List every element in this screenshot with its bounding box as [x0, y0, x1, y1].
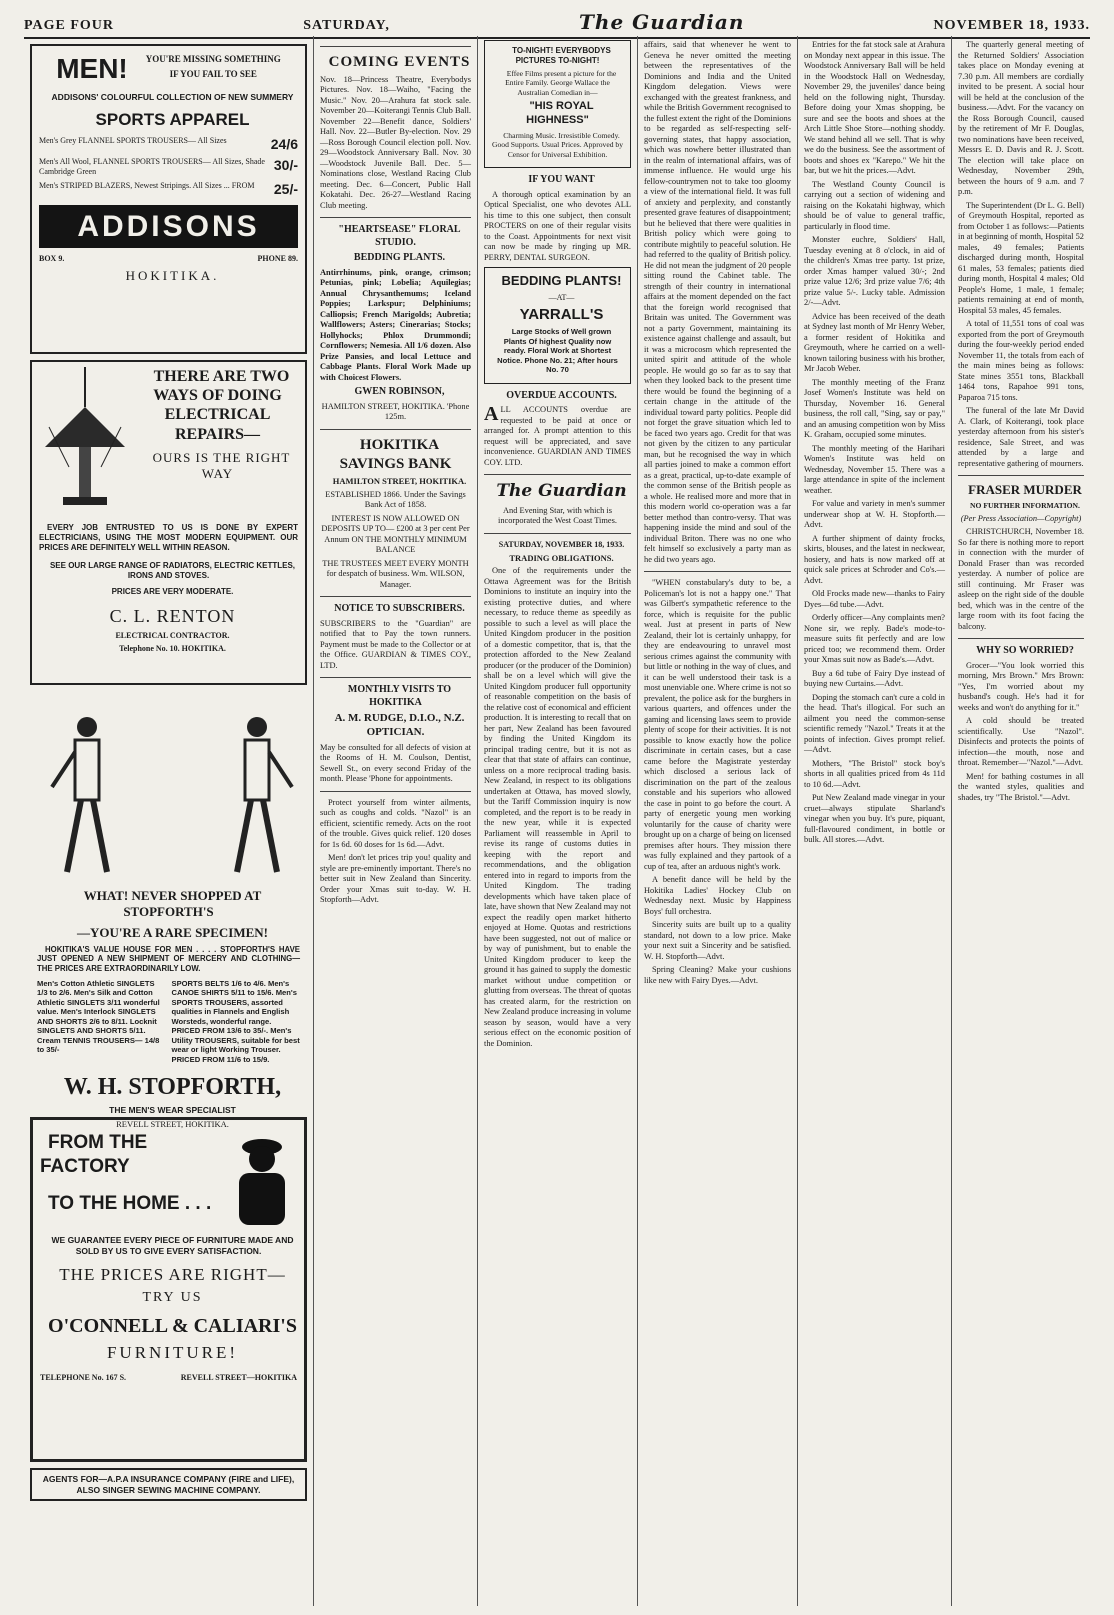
- leader-body: One of the requirements under the Ottawa Agreement was for the British Dominions to institute an inquiry into the existing protective duties, and where necessary, to reduce theme as speedily as possible to such a level as will place the United Kingdom producer in the position of a domestic competitor, that is, that the protection afforded to the New Zealand producer (or the producer of the Dominion) shall be on a level which will give the United Kingdom producer full opportunity of reasonable competition on the basis of the relative cost of economical and efficient production. It is interesting to recall that on her part, New Zealand has been favoured by finding the United Kingdom its principal trading centre, but it is not as clear that that state of affairs can continue, unless on a more reciprocal trading basis. New Zealand, in respect to its obligations undertaken at Ottawa, has moved slowly, but the Tariff Commission inquiry is now completed, and the report is to be ready in the new year, while it is expected Parliament will reassemble in April to revise its range of customs duties in keeping with the report and recommendations, and the obligation entered into in regard to imports from the United Kingdom. The trading developments which have taken place of late, have shown that New Zealand may not expect the readily open market hitherto enjoyed at Home. Quotas and restrictions have been suggested, not out of malice or by way of punishment, but to enable the United Kingdom producer to keep the ground it has gained to supply the domestic market without undue competition or glutting from overseas. The threat of quotas has created alarm, for the restriction on New Zealand produce increasing in volume season by season, would have a very serious effect on the economic position of the Dominion.: [484, 566, 631, 1048]
- leader-title: TRADING OBLIGATIONS.: [509, 552, 614, 563]
- stopforth-price-list: [37, 979, 300, 1064]
- worried-title: WHY SO WORRIED?: [976, 645, 1074, 657]
- stopforth-role: THE MEN'S WEAR SPECIALIST: [109, 1105, 236, 1116]
- oconnell-subheading: TO THE HOME . . .: [48, 1193, 212, 1215]
- yarralls-at: —AT—: [548, 292, 575, 302]
- rudge-title: MONTHLY VISITS TO HOKITIKA: [347, 684, 452, 708]
- yarralls-body: Large Stocks of Well grown Plants Of highest Quality now ready. Floral Work at Shortest Notice. Phone No. 21; After hours No. 70: [497, 327, 618, 375]
- coal-exports: A total of 11,551 tons of coal was exported from the port of Greymouth during the four-weekly period ended November 11, the totals from each of the main mines being as follows: State mines 3551 tons, Blackball 1464 tons, Rapahoe 991 tons, Paparoa 715 tons.: [958, 319, 1084, 402]
- column-news: [638, 36, 798, 1606]
- stopforth-subheading: —YOU'RE A RARE SPECIMEN!: [76, 924, 269, 940]
- renton-contact: Telephone No. 10. HOKITIKA.: [119, 643, 226, 653]
- renton-heading: THERE ARE TWO WAYS OF DOING ELECTRICAL REPAIRS—: [153, 368, 290, 443]
- oconnell-prices: THE PRICES ARE RIGHT—: [59, 1265, 286, 1285]
- local-news-1: Entries for the fat stock sale at Arahura on Monday next appear in this issue. The Woodstock Anniversary Ball will be held in the Woodstock Hall on Wednesday, November 29, the juveniles' dance being held on the following night, Thursday. Before doing your Xmas shopping, be sure and see the boots and shoes at the Arch Little Shoe Store—nothing shoddy. We stand behind all we sell. That is why we do the business. See the assortment of boots and shoes ex "Karepo." We hit the bar, but we hit the prices.—Advt.: [804, 40, 945, 175]
- addisons-item3: Men's STRIPED BLAZERS, Newest Stripings. All Sizes ... FROM: [39, 181, 255, 191]
- column-editorial: [478, 36, 638, 1606]
- franz-josef-institute: The monthly meeting of the Franz Josef Women's Institute was held on Thursday, November 16. General business, the roll call, "Sing, say or pay," and an amusing competition won by Miss K. Graham, occupied some minutes.: [804, 377, 945, 439]
- renton-range: SEE OUR LARGE RANGE OF RADIATORS, ELECTRIC KETTLES, IRONS AND STOVES.: [49, 561, 296, 580]
- renton-advert: [30, 360, 307, 685]
- savings-bank-est: ESTABLISHED 1866. Under the Savings Bank Act of 1858.: [325, 489, 466, 510]
- oconnell-heading: FROM THE FACTORY: [40, 1131, 148, 1177]
- addisons-phone: PHONE 89.: [257, 254, 298, 264]
- lamp-illustration: [39, 367, 131, 517]
- yarralls-title: BEDDING PLANTS!: [501, 273, 622, 289]
- guardian-sub: And Evening Star, with which is incorporated the West Coast Times.: [498, 505, 617, 526]
- savings-bank-interest: INTEREST IS NOW ALLOWED ON DEPOSITS UP TO— £200 at 3 per cent Per Annum ON THE MONTHLY MINIMUM BALANCE: [321, 513, 470, 555]
- men-figures: [37, 702, 307, 882]
- monster-euchre: Monster euchre, Soldiers' Hall, Tuesday evening at 8 o'clock, in aid of the children's Xmas tree party. 1st prize, order Xmas hamper valued 30/-; 2nd prize value 12/6; 3rd prize value 7/6; 4th prize value 5/-. Lucky table. Admission 2/-—Advt.: [804, 235, 945, 307]
- if-you-want-body: A thorough optical examination by an Optical Specialist, one who devotes ALL his time to this one subject, then consult PROCTERS on one of their regular visits to the Coast. Appointments for next visit can now be made by ringing up MR. PERRY, DENTAL SURGEON.: [484, 189, 631, 262]
- overdue-body: ALL ACCOUNTS overdue are requested to be paid at once or arranged for. A prompt attention to this request will be appreciated, and save inconvenience. GUARDIAN AND TIMES COY. LTD.: [484, 403, 631, 467]
- sincerity-suits: Sincerity suits are built up to a quality standard, not down to a low price. Make your next suit a Sincerity and be satisfied. W. H. Stopforth—Advt.: [644, 920, 791, 961]
- stopforth-list-right: SPORTS BELTS 1/6 to 4/6. Men's CANOE SHIRTS 5/11 to 15/6. Men's SPORTS TROUSERS, assorted qualities in Flannels and English Worsteds, wonderful range. PRICED FROM 13/6 to 35/-. Men's Utility TROUSERS, suitable for best wear or light Working Trouser. PRICED FROM 11/6 to 15/9.: [171, 978, 300, 1064]
- addisons-tag1: YOU'RE MISSING SOMETHING: [145, 54, 281, 65]
- fraser-murder-sub: NO FURTHER INFORMATION.: [970, 501, 1080, 511]
- guardian-name: The Guardian: [496, 481, 627, 502]
- overdue-title: OVERDUE ACCOUNTS.: [506, 389, 617, 401]
- savings-bank-title: HOKITIKA SAVINGS BANK: [339, 436, 452, 472]
- oconnell-street: REVELL STREET—HOKITIKA: [180, 1373, 297, 1383]
- stopforth-address: REVELL STREET, HOKITIKA.: [116, 1118, 229, 1129]
- gwen-address: HAMILTON STREET, HOKITIKA. 'Phone 125m.: [321, 401, 470, 422]
- pictures-advert: [484, 40, 631, 168]
- fraser-murder-credit: (Per Press Association—Copyright): [960, 513, 1082, 523]
- rudge-name: A. M. RUDGE, D.I.O., N.Z. OPTICIAN.: [334, 712, 465, 739]
- paper-title: The Guardian: [579, 10, 745, 34]
- subscribers-notice: SUBSCRIBERS to the "Guardian" are notified that to Pay the town runners. Payment must be made to the Collector or at the Office. GUARDIAN & TIMES COY., LTD.: [320, 618, 471, 670]
- renton-subheading: OURS IS THE RIGHT WAY: [152, 449, 291, 481]
- yarralls-advert: [484, 267, 631, 383]
- fraser-murder-title: FRASER MURDER: [968, 482, 1082, 497]
- oconnell-furniture: FURNITURE!: [106, 1343, 239, 1362]
- addisons-sub: SPORTS APPAREL: [95, 109, 250, 129]
- bades-advert: Orderly officer—Any complaints men? None sir, we reply. Bade's mode-to-measure suits fit perfectly and are low priced too; we recommend them. Order your Xmas suit now as Bade's.—Advt.: [804, 613, 945, 664]
- if-you-want-title: IF YOU WANT: [528, 174, 595, 186]
- police-article: "WHEN constabulary's duty to be, a Policeman's lot is not a happy one." That was Gilbert's sympathetic reference to the force, which is requisite for the public weal. Just at present in parts of New Zealand, their lot is certainly unhappy, for they are endeavouring to unravel most serious crimes against the community with but little or nothing in the way of clues, and it can be well understood their task is a most unenviable one. Where crime is not so prevalent, the police ask for the burghers in various quarters, and offences under the gaming and licensing laws seem to provide plenty of scope for their activities. It is not possible to know exactly how the police discriminate in certain cases, but a case came before the Magistrate yesterday which disclosed a serious lack of discrimination on the part of the zealous constable and his superiors who allowed the case in point to go before the court. A party of energetic young men working voluntarily for the cause of charity were brought up on a charge of being on licensed premises after hours. They mission there was fully explained and they partook of a cup of tea, after an arduous night's work.: [644, 578, 791, 871]
- pictures-body: Effee Films present a picture for the Entire Family. George Wallace the Australian Comedian in—: [505, 69, 617, 97]
- benefit-dance: A benefit dance will be held by the Hokitika Ladies' Hockey Club on Wednesday next. Music by Happiness Boys' full orchestra.: [644, 875, 791, 916]
- simon-speech: affairs, said that whenever he went to Geneva he never omitted the meeting between the representatives of the Dominions and India and the United Kingdom delegation. Views were exchanged with the greatest frankness, and while the British Government recognised to the fullest extent the right of the Dominions to be regarded as self-respecting self-governing states, that happy association, which was nowhere better illustrated than in the realm of international affairs, was of immense influence. He would urge his fellow-countrymen not to take too gloomy a view of the international field. It was full of anxiety and perplexity, and constantly presented grave features of disappointment; but he believed that there were qualities in British policy which were going to contribute mightily to peaceful solution. He had referred to the quality of British policy. He did not mean the judgment of 20 people sitting round the Cabinet table. The strength of their country in international affairs at the moment depended on the fact that the foreign world recognised that Britain was united. The Government was not a party Government, maintaining its existence against challenge and assault, but it was a microcosm which represented the united spirit and attitude of the whole people. He would go so far as to say that when they looked back to the present time there would be found the beginning of a certain change in the attitude of the individual toward party politics. People did not forget the grave situation which led to be faced two years ago. Credit for that was not given by the citizen to any particular man, but he recognised the way in which all parties joined to make a common effort as a great, practical, up-to-date example of the common sense of the British people as a whole. He realised more and more that in this modern world co-operation was a far better method than contro-versy. That was happening inside the mind and soul of the individual Briton. There was no one who felt himself so exclusively a party man as he did two years ago.: [644, 40, 791, 564]
- column-notices: [314, 36, 478, 1606]
- man-silhouette: [227, 1125, 297, 1225]
- weber-death: Advice has been received of the death at Sydney last month of Mr Henry Weber, a former resident of Hokitika and Greymouth, where he carried on a well-known tailoring business with his brother, Mr Jacob Weber.: [804, 311, 945, 373]
- worried-body: Grocer—"You look worried this morning, Mrs Brown." Mrs Brown: "Yes, I'm worried about my husband's cough. He's had it for weeks and won't do anything for it.": [958, 660, 1084, 712]
- gwen-robinson: GWEN ROBINSON,: [354, 386, 445, 398]
- film-body: Charming Music. Irresistible Comedy. Good Supports. Usual Prices. Approved by Censor for Universal Exhibition.: [492, 130, 623, 159]
- heartsease-title: "HEARTSEASE" FLORAL STUDIO.: [338, 224, 461, 248]
- nazol-cold-advert: A cold should be treated scientifically. Use "Nazol". Disinfects and protects the points of infection—the mouth, nose and throat. Remember—"Nazol."—Advt.: [958, 716, 1084, 768]
- addisons-advert: [30, 44, 307, 354]
- addisons-tag2: IF YOU FAIL TO SEE: [169, 68, 257, 79]
- addisons-price2: 30/-: [273, 157, 298, 174]
- addisons-item2: Men's All Wool, FLANNEL SPORTS TROUSERS— All Sizes, Shade Cambridge Green: [39, 157, 265, 177]
- rudge-body: May be consulted for all defects of vision at the Rooms of H. M. Coulson, Dentist, Sewell St., on every second Friday of the month. Please 'Phone for appointments.: [320, 742, 471, 784]
- oconnell-telephone: TELEPHONE No. 167 S.: [40, 1373, 127, 1383]
- film-title: "HIS ROYAL HIGHNESS": [526, 100, 594, 127]
- stopforth-advert: [30, 691, 307, 1129]
- fairy-dyes-advert: Old Frocks made new—thanks to Fairy Dyes—6d tube.—Advt.: [804, 589, 945, 609]
- rsa-meeting: The quarterly general meeting of the Returned Soldiers' Association takes place on Monday evening at 7.30 p.m. All members are cordially invited to be present. A social hour will be held at the conclusion of the business.—Advt. For the vacancy on the Ross Borough Council, caused by the retirement of Mr F. Douglas, two nominations have been received, Messrs E. D. Davis and R. J. Scott. The election will take place on Wednesday, November 29th, between the hours of 9 a.m. and 7 p.m.: [958, 40, 1084, 196]
- agents-notice: AGENTS FOR—A.P.A INSURANCE COMPANY (FIRE and LIFE), ALSO SINGER SEWING MACHINE COMPANY.: [30, 1468, 307, 1501]
- savings-bank-trustees: THE TRUSTEES MEET EVERY MONTH for despatch of business. Wm. WILSON, Manager.: [322, 558, 469, 589]
- coming-events-title: COMING EVENTS: [328, 54, 471, 70]
- schroder-advert: A further shipment of dainty frocks, skirts, blouses, and the latest in neckwear, hosiery, and hats is now marked off at quick sale prices at Schroder and Co's.—Advt.: [804, 533, 945, 585]
- coming-events-list: Nov. 18—Princess Theatre, Everybodys Pictures. Nov. 18—Waiho, "Facing the Music." Nov. 20—Arahura fat stock sale. November 20—Koiterangi Tennis Club Ball. November 22—Benefit dance, Soldiers' Hall. Nov. 22—Butler By-election. Nov. 29—Ross Borough Council election poll. Nov. 29—Woodstock Anniversary Ball. Nov. 30—Woodstock Juvenile Ball. Dec. 5—Nominations close, Westland Racing Club meeting. Dec. 6—Concert, Public Hall Kokatahi. Dec. 26-27—Westland Racing Club meeting.: [320, 74, 471, 210]
- newspaper-page: [24, 36, 1090, 1606]
- subscribers-title: NOTICE TO SUBSCRIBERS.: [334, 603, 465, 615]
- column-local-news: [798, 36, 952, 1606]
- addisons-price3: 25/-: [273, 181, 298, 198]
- savings-bank-address: HAMILTON STREET, HOKITIKA.: [332, 476, 467, 487]
- addisons-price1: 24/6: [270, 135, 298, 152]
- vinegar-advert: Put New Zealand made vinegar in your cruet—always stipulate Sharland's vinegar when you buy. It's pure, piquant, full-flavoured condiment, in bottle or bulk. All stores.—Advt.: [804, 793, 945, 844]
- masthead: [24, 8, 1090, 39]
- addisons-town: HOKITIKA.: [125, 268, 220, 284]
- masthead-day: SATURDAY,: [303, 18, 390, 33]
- addisons-box: BOX 9.: [39, 254, 65, 264]
- heartsease-plants: Antirrhinums, pink, orange, crimson; Petunias, pink; Lobelia; Aquilegias; Annual Chrysanthemums; Iceland Poppies; Larkspur; Delphiniums; Calliopsis; French Marigolds; Aubretia; Wallflowers; Asters; Cinerarias; Stocks; Hollyhocks; Phlox Drummondi; Cornflowers; Nemesia. All 1/6 dozen. Also Prize Pansies, and local Lettuce and Cabbage Plants. Floral Work Made up with Choicest Flowers.: [320, 267, 471, 382]
- nazol-advert: Protect yourself from winter ailments, such as coughs and colds. "Nazol" is an efficient, scientific remedy. Acts on the root of the trouble. Gives quick relief. 120 doses for 1s 6d. 60 doses for 1s 6d.—Advt.: [320, 797, 471, 849]
- stopforth-list-left: Men's Cotton Athletic SINGLETS 1/3 to 2/6. Men's Silk and Cotton Athletic SINGLETS 3/11 wonderful value. Men's Interlock SINGLETS AND SHORTS 2/6 to 8/11. Locknit SINGLETS AND SHORTS 5/11. Cream TENNIS TROUSERS— 14/8 to 35/-: [37, 978, 160, 1055]
- pictures-tonight: TO-NIGHT! EVERYBODYS PICTURES TO-NIGHT!: [512, 46, 611, 65]
- addisons-title: MEN!: [56, 53, 128, 84]
- men-illustration: [37, 702, 300, 882]
- page-number: PAGE FOUR: [24, 18, 115, 33]
- masthead-date: NOVEMBER 18, 1933.: [933, 18, 1090, 33]
- spring-cleaning: Spring Cleaning? Make your cushions like new with Fairy Dyes.—Advt.: [644, 965, 791, 985]
- renton-role: ELECTRICAL CONTRACTOR.: [115, 630, 230, 640]
- sincerity-advert: Men! don't let prices trip you! quality and style are pre-eminently important. There's no better suit in New Zealand than Sincerity. Order your Xmas suit to-day. W. H. Stopforth—Advt.: [320, 853, 471, 905]
- fraser-murder-body: CHRISTCHURCH, November 18. So far there is nothing more to report in connection with the murder of Donald Fraser than was recorded yesterday. A number of police are still continuing. Mr Fraser was asleep on the right side of the double bed, which was in the centre of the large room with its foot facing the balcony.: [958, 527, 1084, 631]
- addisons-tag3: ADDISONS' COLOURFUL COLLECTION OF NEW SUMMERY: [51, 92, 294, 102]
- harihari-institute: The monthly meeting of the Harihari Women's Institute was held on Wednesday, November 15. There was a large attendance in spite of the inclement weather.: [804, 443, 945, 495]
- oconnell-try: TRY US: [142, 1289, 203, 1305]
- oconnell-advert: [30, 1117, 307, 1462]
- renton-body: EVERY JOB ENTRUSTED TO US IS DONE BY EXPERT ELECTRICIANS, USING THE MOST MODERN EQUIPMENT. OUR PRICES ARE DEFINITELY WELL WITHIN REASON.: [39, 523, 298, 552]
- leader-date: SATURDAY, NOVEMBER 18, 1933.: [498, 539, 625, 549]
- renton-name: C. L. RENTON: [109, 606, 236, 626]
- bristol-shorts-advert: Mothers, "The Bristol" stock boy's shorts in all qualities priced from 4s 11d to 10 6d.—Advt.: [804, 758, 945, 789]
- renton-prices: PRICES ARE VERY MODERATE.: [111, 587, 234, 596]
- addisons-brand: ADDISONS: [39, 205, 298, 249]
- clark-funeral: The funeral of the late Mr David A. Clark, of Koiterangi, took place yesterday afternoon from his sister's residence, Sale Street, and was attended by a large and representative gathering of mourners.: [958, 406, 1084, 468]
- oconnell-body: WE GUARANTEE EVERY PIECE OF FURNITURE MADE AND SOLD BY US TO GIVE EVERY SATISFACTION.: [51, 1235, 294, 1256]
- westland-county: The Westland County Council is carrying out a section of widening and raising on the Kokatahi highway, which should be of value to general traffic, particularly in flood time.: [804, 179, 945, 231]
- column-adverts: [24, 36, 314, 1606]
- hospital-report: The Superintendent (Dr L. G. Bell) of Greymouth Hospital, reported as from October 1 as follows:—Patients in at beginning of month, Hospital 52 males, 49 females; Patients discharged during month, Hospital 61 males, 53 females; patients died during month, Hospital 4 males; Old People's Home, 1 male, 1 female; patients remaining at end of month, Hospital 53 males, 45 females.: [958, 200, 1084, 315]
- oconnell-name: O'CONNELL & CALIARI'S: [48, 1315, 297, 1337]
- heartsease-bedding: BEDDING PLANTS.: [353, 252, 446, 264]
- nazol-doping-advert: Doping the stomach can't cure a cold in the head. That's illogical. For such an ailment you need the common-sense scientific remedy "Nazol." Treats it at the points of infection. Gives prompt relief.—Advt.: [804, 692, 945, 754]
- stopforth-heading: WHAT! NEVER SHOPPED AT STOPFORTH'S: [83, 888, 262, 920]
- yarralls-name: YARRALL'S: [519, 305, 604, 323]
- underwear-advert: For value and variety in men's summer underwear shop at W. H. Stopforth.—Advt.: [804, 499, 945, 529]
- curtains-advert: Buy a 6d tube of Fairy Dye instead of buying new Curtains.—Advt.: [804, 668, 945, 688]
- bristol-bathing-advert: Men! for bathing costumes in all the wanted styles, qualities and shades, try "The Bristol."—Advt.: [958, 771, 1084, 802]
- stopforth-name: W. H. STOPFORTH,: [63, 1074, 282, 1101]
- column-misc: [952, 36, 1090, 1606]
- addisons-item1: Men's Grey FLANNEL SPORTS TROUSERS— All Sizes: [39, 135, 227, 145]
- stopforth-intro: HOKITIKA'S VALUE HOUSE FOR MEN . . . . STOPFORTH'S HAVE JUST OPENED A NEW SHIPMENT OF MERCERY AND CLOTHING—THE PRICES ARE EXTRAORDINARILY LOW.: [37, 944, 300, 974]
